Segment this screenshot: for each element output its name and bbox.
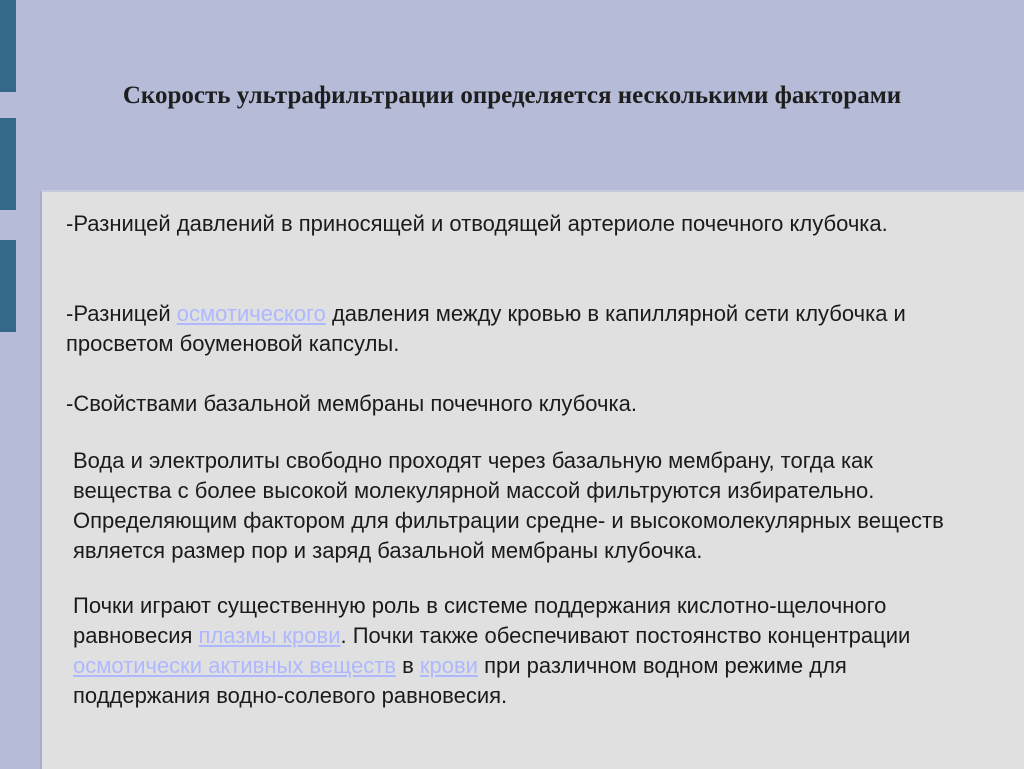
paragraph-membrane-properties: -Свойствами базальной мембраны почечного клубочка. [66, 391, 637, 416]
paragraph-pressure-difference: -Разницей давлений в приносящей и отводящей артериоле почечного клубочка. [66, 211, 888, 236]
accent-bar-1 [0, 0, 16, 92]
slide-title: Скорость ультрафильтрации определяется несколькими факторами [122, 82, 902, 109]
blood-link[interactable]: крови [419, 653, 478, 678]
blood-plasma-link[interactable]: плазмы крови [198, 623, 341, 648]
accent-bar-3 [0, 240, 16, 332]
paragraph-acid-base: Почки играют существенную роль в системе поддержания кислотно-щелочного равновесия плазмы крови. Почки также обеспечивают постоянство концентрации осмотически активных веществ в крови при различном водном режиме для поддержания водно-солевого равновесия. [73, 593, 911, 708]
paragraph-filtration: Вода и электролиты свободно проходят через базальную мембрану, тогда как вещества с более высокой молекулярной массой фильтруются избирательно. Определяющим фактором для фильтрации средне- и высокомолекулярных веществ является размер пор и заряд базальной мембраны клубочка. [73, 448, 944, 563]
paragraph-osmotic-pressure: -Разницей осмотического давления между кровью в капиллярной сети клубочка и просветом боуменовой капсулы. [66, 301, 906, 356]
osmotically-active-substances-link[interactable]: осмотически активных веществ [73, 653, 396, 678]
accent-bar-2 [0, 118, 16, 210]
osmotic-link[interactable]: осмотического [176, 301, 326, 326]
